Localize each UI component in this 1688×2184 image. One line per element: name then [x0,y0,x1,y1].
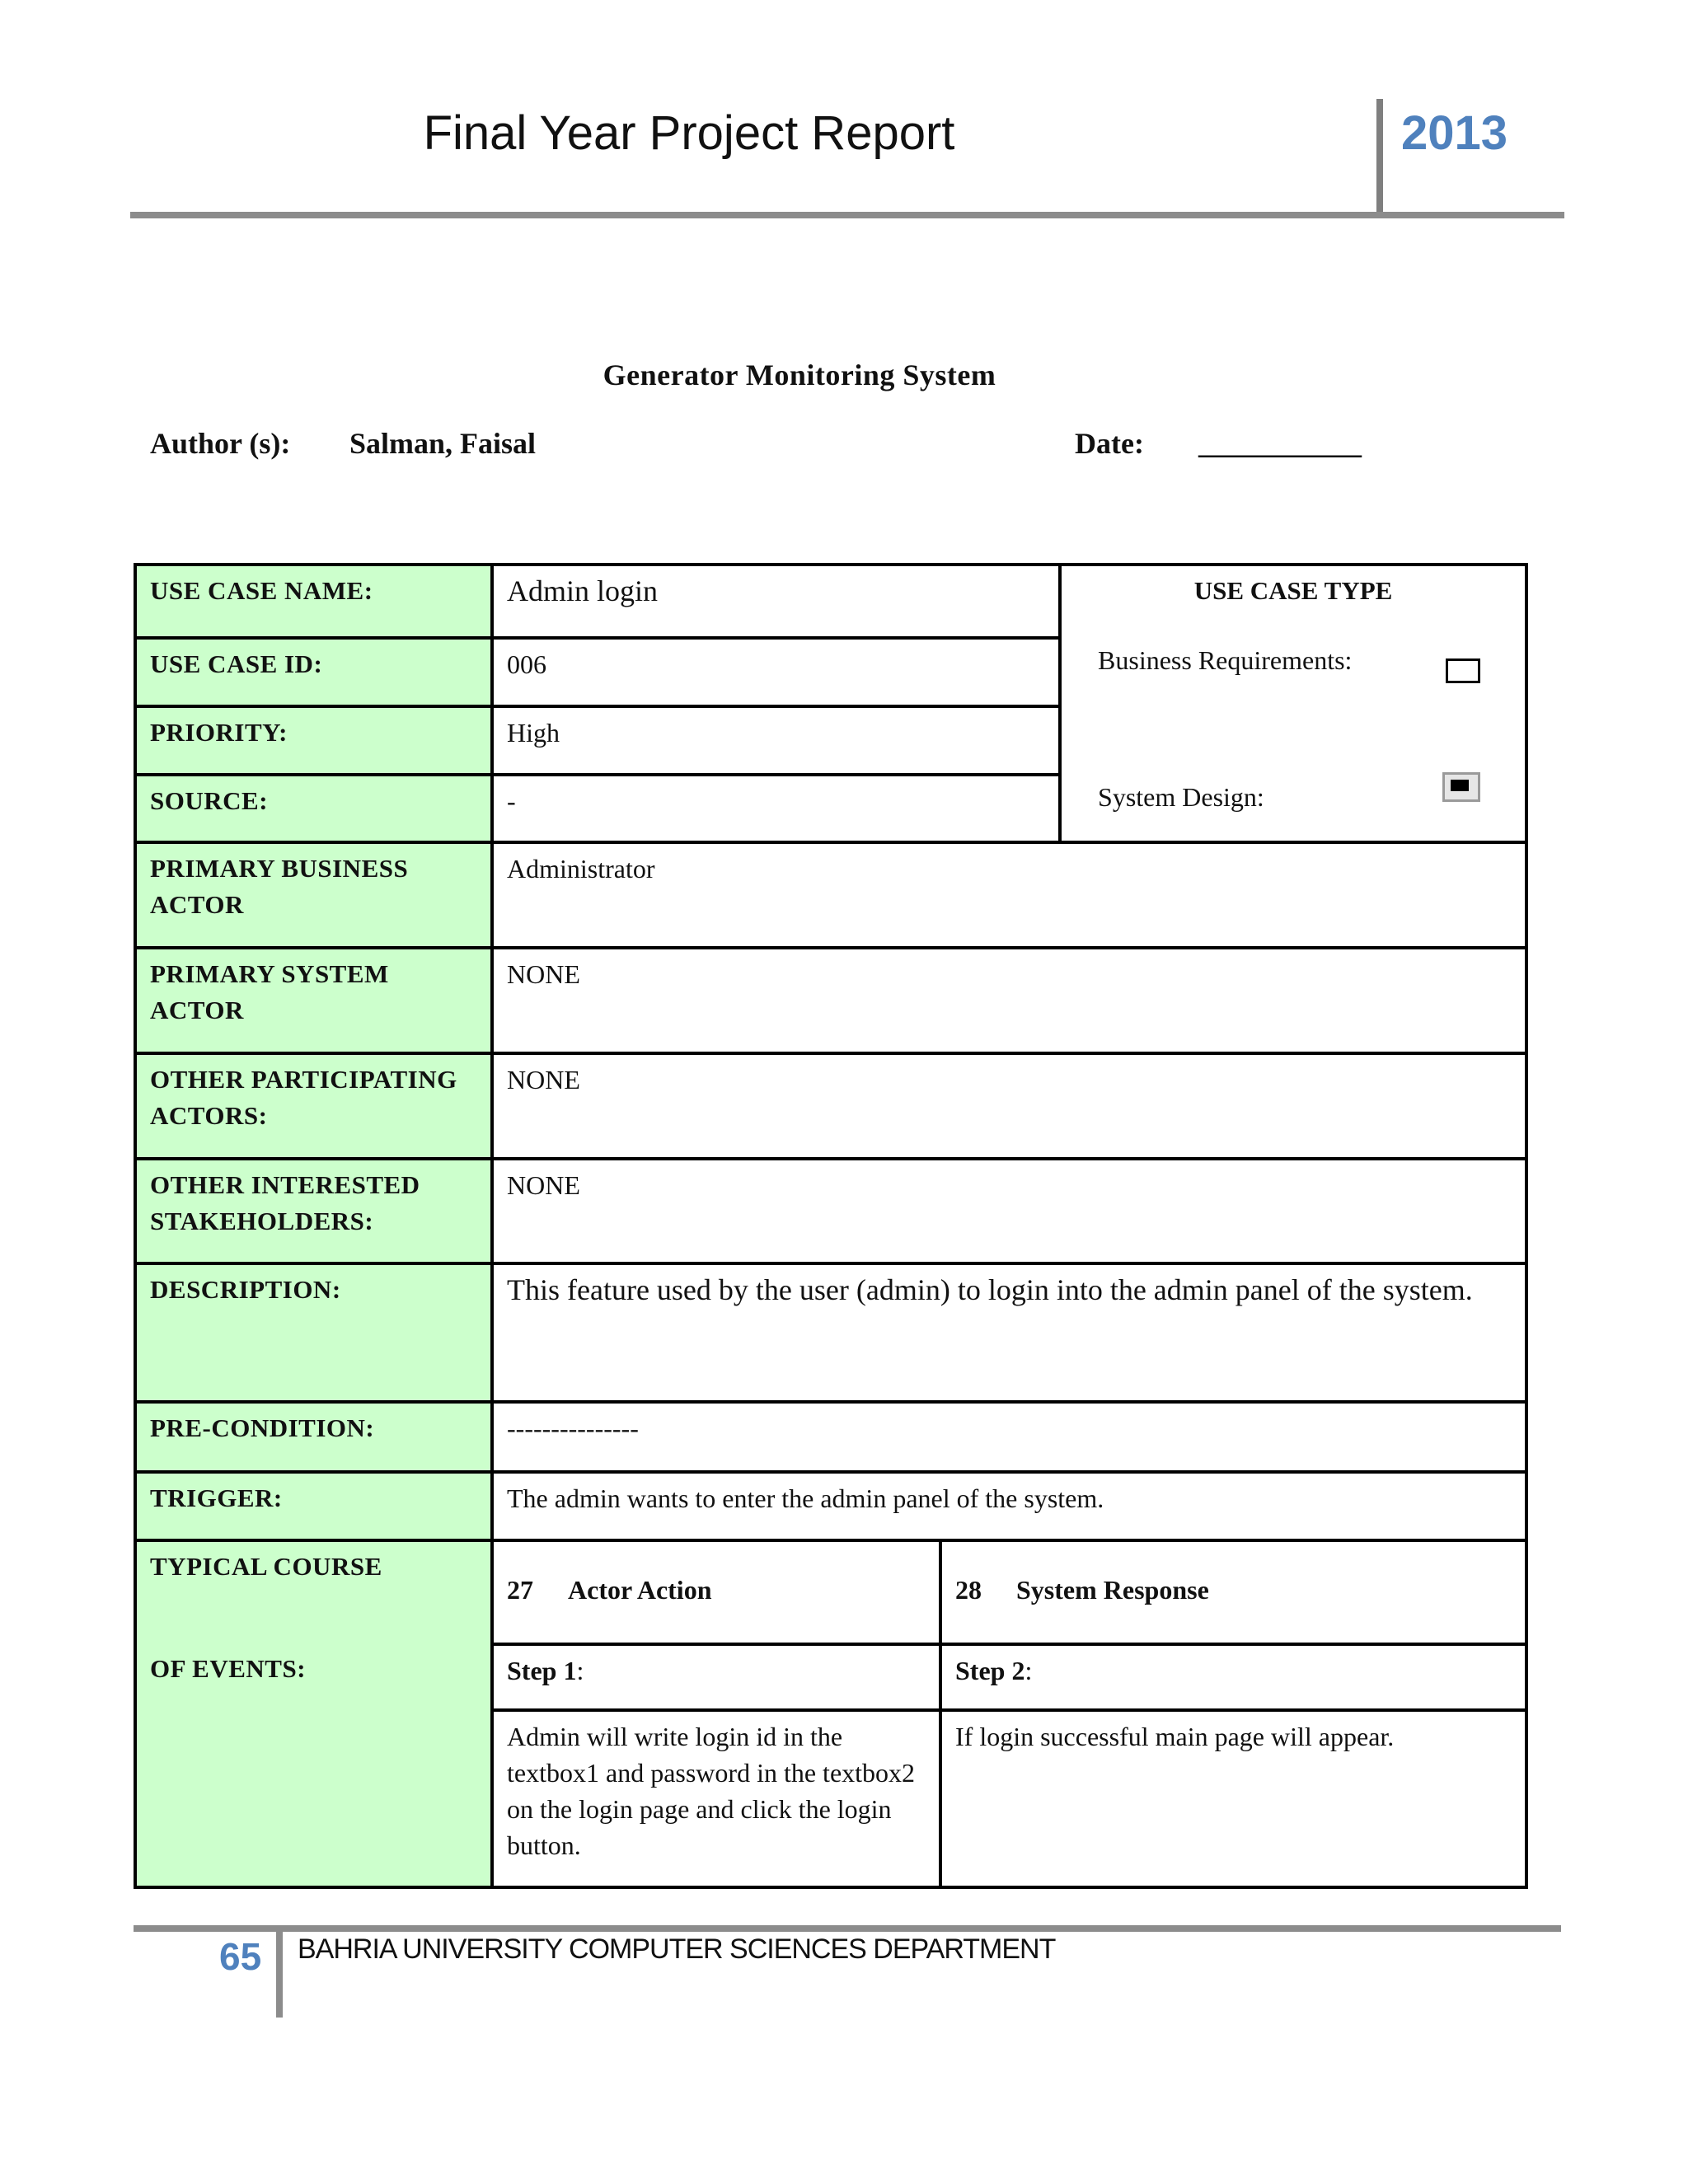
step-1-label: Step 1 [507,1655,577,1685]
precondition-value: --------------- [492,1402,1526,1472]
report-year: 2013 [1401,106,1508,160]
use-case-table [134,563,1528,1889]
report-title: Final Year Project Report [423,106,955,160]
step-1-header: Step 1: [494,1644,940,1710]
use-case-name-label: USE CASE NAME: [135,565,492,638]
system-response-number: 28 [955,1574,982,1605]
actor-action-number: 27 [507,1574,533,1605]
trigger-label: TRIGGER: [135,1472,492,1540]
system-response-header [940,1542,1525,1644]
source-value: - [492,775,1060,843]
step-1-text: Admin will write login id in the textbox1 and password in the textbox2 on the login page and click the login button. [507,1721,916,1860]
description-value: This feature used by the user (admin) to login into the admin panel of the system. [492,1263,1526,1402]
author-value: Salman, Faisal [349,427,537,460]
author-label: Author (s): [150,427,291,460]
use-case-type-header: USE CASE TYPE [1193,576,1393,605]
primary-system-actor-value: NONE [492,948,1526,1053]
description-label: DESCRIPTION: [135,1263,492,1402]
typical-course-label [135,1540,492,1887]
date-label: Date: [1075,427,1144,460]
footer-rule [134,1925,1561,1932]
footer-divider [276,1927,283,2018]
typical-course-label-line2: OF EVENTS: [150,1653,307,1683]
primary-business-actor-value: Administrator [492,842,1526,947]
business-requirements-label: Business Requirements: [1098,645,1353,675]
typical-course-events [492,1540,1526,1887]
use-case-type-cell [1060,565,1526,842]
checkbox-check-icon [1451,780,1469,791]
actor-action-header [494,1542,940,1644]
department-name: BAHRIA UNIVERSITY COMPUTER SCIENCES DEPARTMENT [298,1933,1056,1965]
step-2-header: Step 2: [940,1644,1525,1710]
other-participating-actors-label: OTHER PARTICIPATING ACTORS: [135,1053,492,1159]
step-2-label: Step 2 [955,1655,1025,1685]
header-rule [130,212,1564,218]
other-interested-stakeholders-value: NONE [492,1159,1526,1263]
typical-course-label-line1: TYPICAL COURSE [150,1551,382,1581]
date-value: ___________ [1198,427,1362,460]
events-table [494,1542,1525,1886]
use-case-name-value: Admin login [492,565,1060,638]
business-requirements-checkbox[interactable] [1446,658,1480,683]
system-response-title: System Response [1016,1574,1209,1605]
page-number: 65 [219,1935,262,1978]
actor-action-title: Actor Action [568,1574,712,1605]
priority-value: High [492,706,1060,775]
header-divider [1376,99,1383,216]
other-interested-stakeholders-label: OTHER INTERESTED STAKEHOLDERS: [135,1159,492,1263]
system-design-label: System Design: [1098,782,1264,812]
primary-business-actor-label: PRIMARY BUSINESS ACTOR [135,842,492,947]
system-title: Generator Monitoring System [603,359,996,391]
priority-label: PRIORITY: [135,706,492,775]
system-design-checkbox[interactable] [1442,772,1480,802]
source-label: SOURCE: [135,775,492,843]
step-2-text: If login successful main page will appear. [940,1710,1525,1886]
trigger-value: The admin wants to enter the admin panel of the system. [492,1472,1526,1540]
other-participating-actors-value: NONE [492,1053,1526,1159]
precondition-label: PRE-CONDITION: [135,1402,492,1472]
primary-system-actor-label: PRIMARY SYSTEM ACTOR [135,948,492,1053]
use-case-id-value: 006 [492,638,1060,706]
use-case-id-label: USE CASE ID: [135,638,492,706]
